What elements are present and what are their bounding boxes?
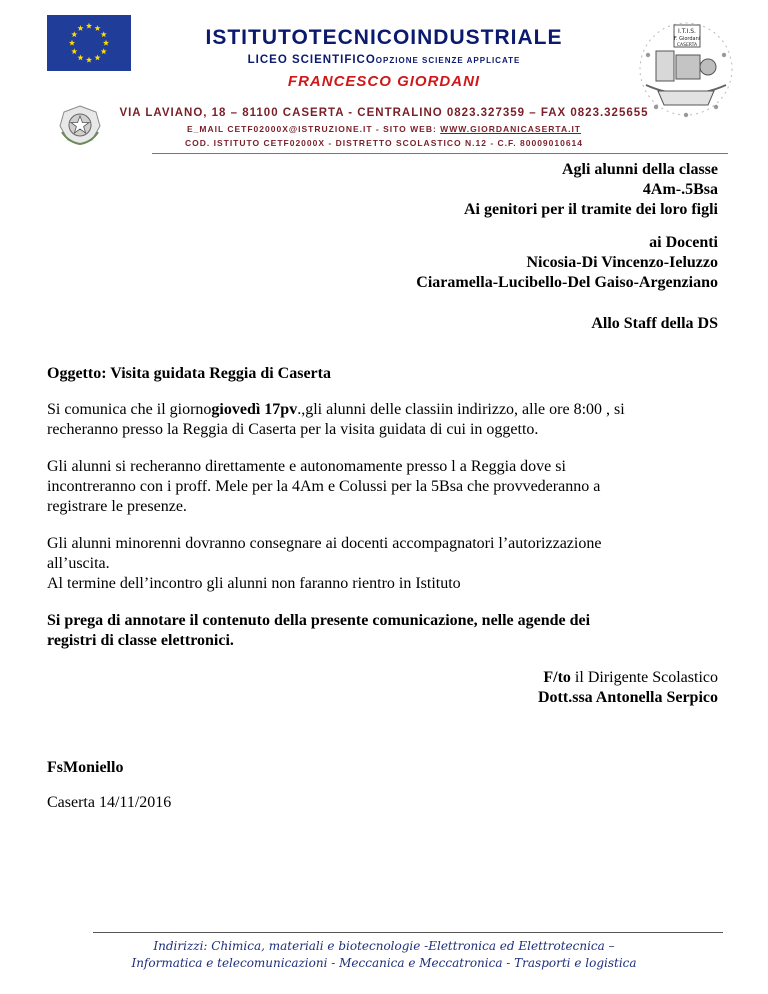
logo-text-2: F. Giordani xyxy=(673,36,701,42)
subtitle-liceo: LICEO SCIENTIFICO xyxy=(247,54,376,66)
subtitle-opzione: OPZIONE SCIENZE APPLICATE xyxy=(375,56,521,65)
place-date: Caserta 14/11/2016 xyxy=(47,794,172,811)
paragraph-3-line-1: Gli alunni minorenni dovranno consegnare ai docenti accompagnatori l’autorizzazione xyxy=(47,535,602,552)
recipient-teachers: ai Docenti xyxy=(649,234,718,251)
paragraph-1-line-2: recheranno presso la Reggia di Caserta per la visita guidata di cui in oggetto. xyxy=(47,421,539,438)
footer-line-2: Informatica e telecomunicazioni - Meccanica e Meccatronica - Trasporti e logistica xyxy=(131,956,637,970)
recipient-line: Agli alunni della classe xyxy=(561,161,718,178)
logo-text-3: CASERTA xyxy=(676,43,698,48)
paragraph-3-line-2: all’uscita. xyxy=(47,555,110,572)
school-address: VIA LAVIANO, 18 – 81100 CASERTA - CENTRALINO 0823.327359 – FAX 0823.325655 xyxy=(119,107,649,119)
paragraph-1-line-1 xyxy=(47,400,727,420)
signature-name: Dott.ssa Antonella Serpico xyxy=(538,689,718,706)
signature-role xyxy=(158,668,718,688)
footer-line-1: Indirizzi: Chimica, materiali e biotecnologie -Elettronica ed Elettrotecnica – xyxy=(153,939,615,953)
school-codes: COD. ISTITUTO CETF02000X - DISTRETTO SCOLASTICO N.12 - C.F. 80009010614 xyxy=(184,138,584,148)
paragraph-2-line-1: Gli alunni si recheranno direttamente e autonomamente presso l a Reggia dove si xyxy=(47,458,566,475)
email-line: E_MAIL CETF02000X@ISTRUZIONE.IT - SITO WEB: xyxy=(186,124,437,134)
logo-text-1: I.T.I.S. xyxy=(678,28,696,35)
notice-line-2: registri di classe elettronici. xyxy=(47,632,234,649)
recipient-teacher-names-1: Nicosia-Di Vincenzo-Ieluzzo xyxy=(526,254,718,271)
school-name: FRANCESCO GIORDANI xyxy=(287,73,481,90)
recipient-staff: Allo Staff della DS xyxy=(591,315,718,332)
paragraph-1-date: giovedì 17pv xyxy=(211,401,298,418)
notice-line-1: Si prega di annotare il contenuto della presente comunicazione, nelle agende dei xyxy=(47,612,591,629)
sender: FsMoniello xyxy=(47,759,124,776)
footer-divider xyxy=(93,932,723,933)
paragraph-2-line-3: registrare le presenze. xyxy=(47,498,187,515)
website-link[interactable]: WWW.GIORDANICASERTA.IT xyxy=(440,124,582,134)
recipient-parents: Ai genitori per il tramite dei loro figli xyxy=(463,201,718,218)
italian-republic-emblem-icon xyxy=(56,102,104,146)
school-title: ISTITUTOTECNICOINDUSTRIALE xyxy=(205,26,563,49)
signature-prefix: F/to xyxy=(543,669,571,686)
school-contacts xyxy=(0,124,768,134)
recipient-teacher-names-2: Ciaramella-Lucibello-Del Gaiso-Argenziano xyxy=(416,274,718,291)
paragraph-2-line-2: incontreranno con i proff. Mele per la 4Am e Colussi per la 5Bsa che provvederanno a xyxy=(47,478,601,495)
header-divider xyxy=(152,153,728,154)
subject-line: Oggetto: Visita guidata Reggia di Caserta xyxy=(47,365,331,382)
paragraph-1-post: .,gli alunni delle classiin indirizzo, alle ore 8:00 , si xyxy=(297,401,625,418)
paragraph-1-pre: Si comunica che il giorno xyxy=(47,401,212,418)
recipient-class: 4Am-.5Bsa xyxy=(642,181,718,198)
signature-role-text: il Dirigente Scolastico xyxy=(570,669,718,686)
school-logo-icon xyxy=(636,15,736,123)
paragraph-3-line-3: Al termine dell’incontro gli alunni non faranno rientro in Istituto xyxy=(47,575,461,592)
